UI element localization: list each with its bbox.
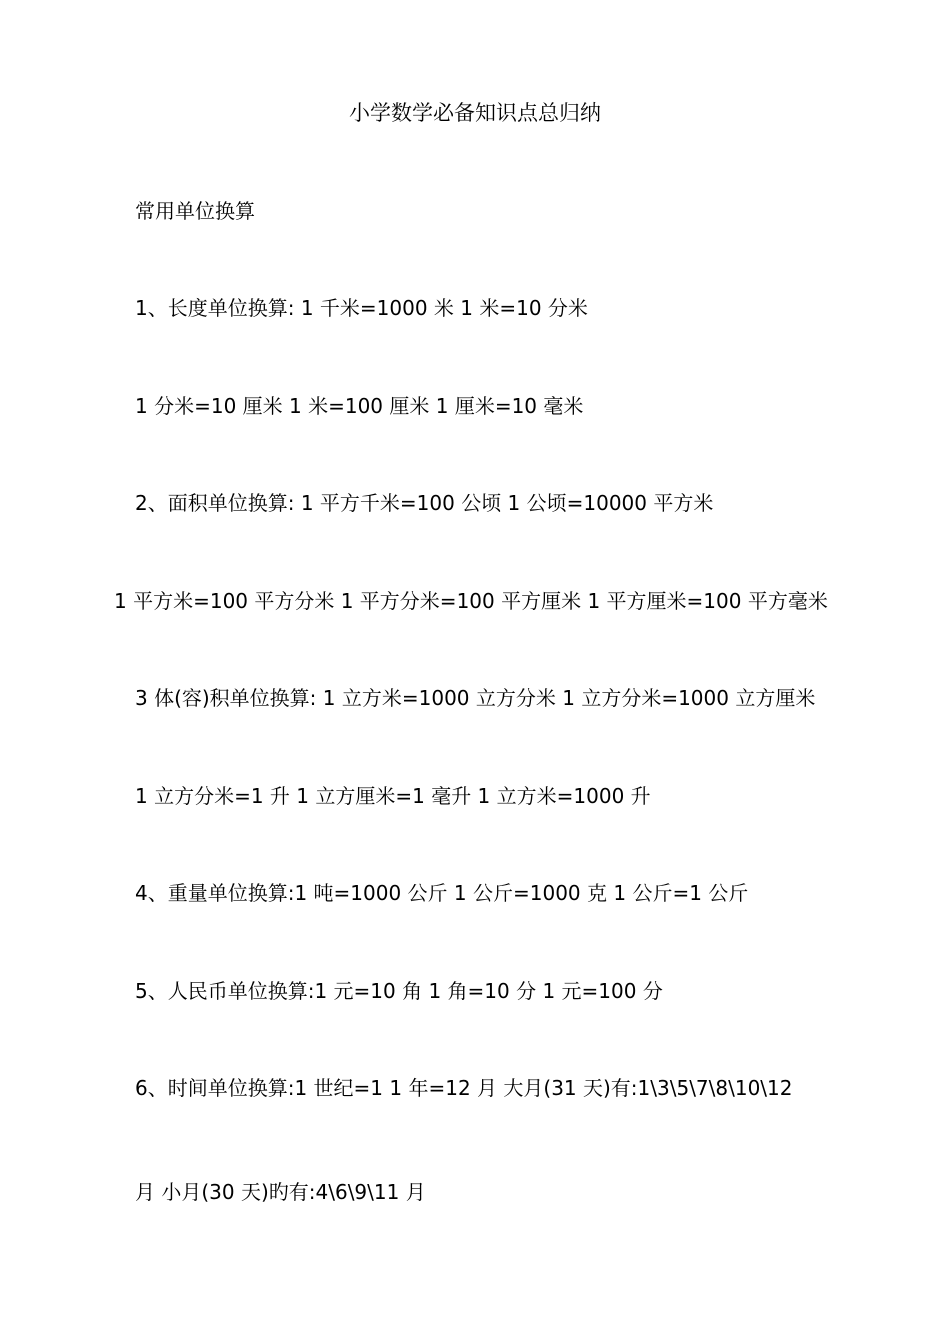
text-line-volume-units-cont: 1 立方分米=1 升 1 立方厘米=1 毫升 1 立方米=1000 升 (135, 784, 651, 808)
text-line-area-units-cont: 1 平方米=100 平方分米 1 平方分米=100 平方厘米 1 平方厘米=100 平方毫米 (114, 589, 828, 613)
text-line-length-units: 1、长度单位换算: 1 千米=1000 米 1 米=10 分米 (135, 296, 588, 320)
section-heading: 常用单位换算 (135, 199, 255, 223)
text-line-length-units-cont: 1 分米=10 厘米 1 米=100 厘米 1 厘米=10 毫米 (135, 394, 584, 418)
text-line-weight-units: 4、重量单位换算:1 吨=1000 公斤 1 公斤=1000 克 1 公斤=1 公斤 (135, 881, 749, 905)
text-line-time-units: 6、时间单位换算:1 世纪=1 1 年=12 月 大月(31 天)有:1\3\5\7\8\10\12 (135, 1076, 793, 1100)
page-title: 小学数学必备知识点总归纳 (349, 101, 601, 125)
text-line-area-units: 2、面积单位换算: 1 平方千米=100 公顷 1 公顷=10000 平方米 (135, 491, 714, 515)
text-line-currency-units: 5、人民币单位换算:1 元=10 角 1 角=10 分 1 元=100 分 (135, 979, 663, 1003)
text-line-time-units-cont: 月 小月(30 天)旳有:4\6\9\11 月 (135, 1180, 426, 1204)
text-line-volume-units: 3 体(容)积单位换算: 1 立方米=1000 立方分米 1 立方分米=1000 立方厘米 (135, 686, 816, 710)
